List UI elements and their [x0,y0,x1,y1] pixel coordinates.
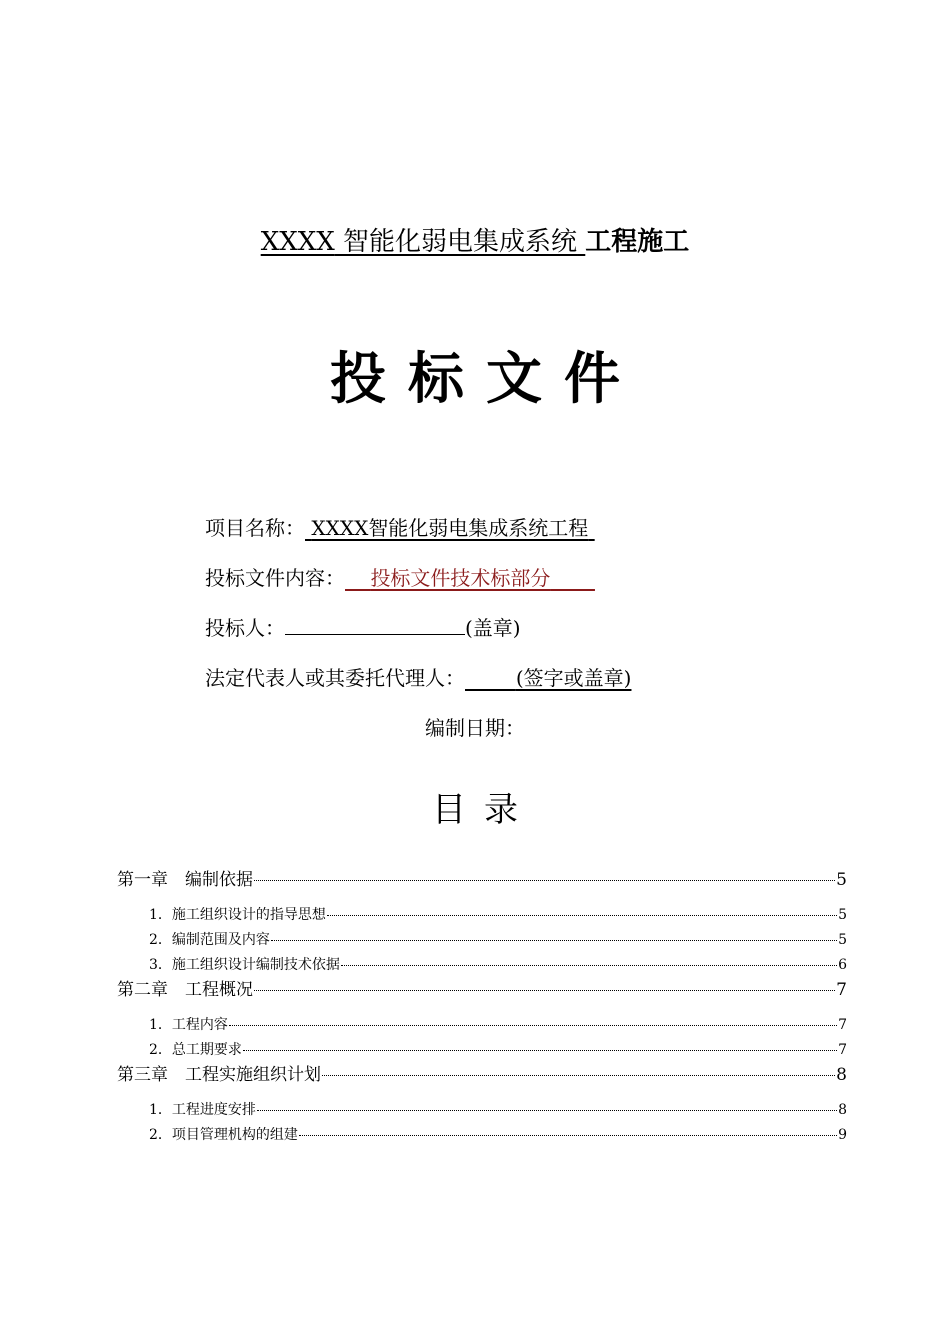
title-bold-part: 工程施工 [585,227,690,257]
toc-page-number: 7 [838,1042,847,1058]
title-underlined-part: XXXX 智能化弱电集成系统 [260,227,578,257]
toc-entry-label: 第一章 编制依据 [117,870,253,890]
toc-page-number: 8 [836,1065,847,1085]
toc-entry[interactable] [149,1040,847,1060]
toc-dot-leader [254,880,835,881]
toc-entry-label: 第二章 工程概况 [117,980,253,1000]
toc-page-number: 7 [836,980,847,1000]
toc-entry-label: 1．工程内容 [149,1017,228,1033]
toc-entry[interactable] [149,930,847,950]
bidder-label: 投标人： [205,616,285,640]
bid-content-field [205,563,595,593]
toc-entry-label: 2．项目管理机构的组建 [149,1127,298,1143]
toc-dot-leader [243,1050,837,1051]
toc-dot-leader [299,1135,837,1136]
legal-rep-value: (签字或盖章) [515,666,632,690]
toc-dot-leader [271,940,837,941]
bidder-suffix: (盖章) [465,616,521,640]
toc-entry-label: 第三章 工程实施组织计划 [117,1065,321,1085]
bid-content-value: 投标文件技术标部分 [370,566,551,590]
toc-dot-leader [341,965,837,966]
toc-entry[interactable] [117,1063,847,1087]
toc-page-number: 7 [838,1017,847,1033]
document-title [0,224,950,260]
toc-page-number: 5 [838,932,847,948]
bidder-blank-line [285,614,465,635]
toc-dot-leader [254,990,835,991]
bid-content-label: 投标文件内容： [205,566,345,590]
toc-entry-label: 1．工程进度安排 [149,1102,256,1118]
legal-rep-field [205,663,631,693]
toc-page-number: 5 [838,907,847,923]
toc-dot-leader [257,1110,837,1111]
toc-entry[interactable] [117,978,847,1002]
toc-entry[interactable] [149,955,847,975]
toc-page-number: 5 [836,870,847,890]
toc-dot-leader [322,1075,835,1076]
project-name-value: XXXX智能化弱电集成系统工程 [311,516,589,540]
toc-entry[interactable] [149,1015,847,1035]
toc-page-number: 6 [838,957,847,973]
project-name-label: 项目名称： [205,516,305,540]
toc-entry-label: 3．施工组织设计编制技术依据 [149,957,340,973]
toc-entry-label: 2．总工期要求 [149,1042,242,1058]
toc-dot-leader [327,915,837,916]
legal-rep-label: 法定代表人或其委托代理人： [205,666,465,690]
project-name-field [205,513,595,543]
toc-page-number: 8 [838,1102,847,1118]
toc-entry-label: 2．编制范围及内容 [149,932,270,948]
compile-date-label: 编制日期： [425,716,525,740]
toc-entry-label: 1．施工组织设计的指导思想 [149,907,326,923]
main-heading: 投标文件 [330,347,642,412]
toc-entry[interactable] [149,1100,847,1120]
toc-title: 目录 [432,790,536,830]
toc-dot-leader [229,1025,837,1026]
toc-page-number: 9 [838,1127,847,1143]
toc-entry[interactable] [117,868,847,892]
toc-entry[interactable] [149,1125,847,1145]
toc-entry[interactable] [149,905,847,925]
bidder-field [205,613,521,643]
